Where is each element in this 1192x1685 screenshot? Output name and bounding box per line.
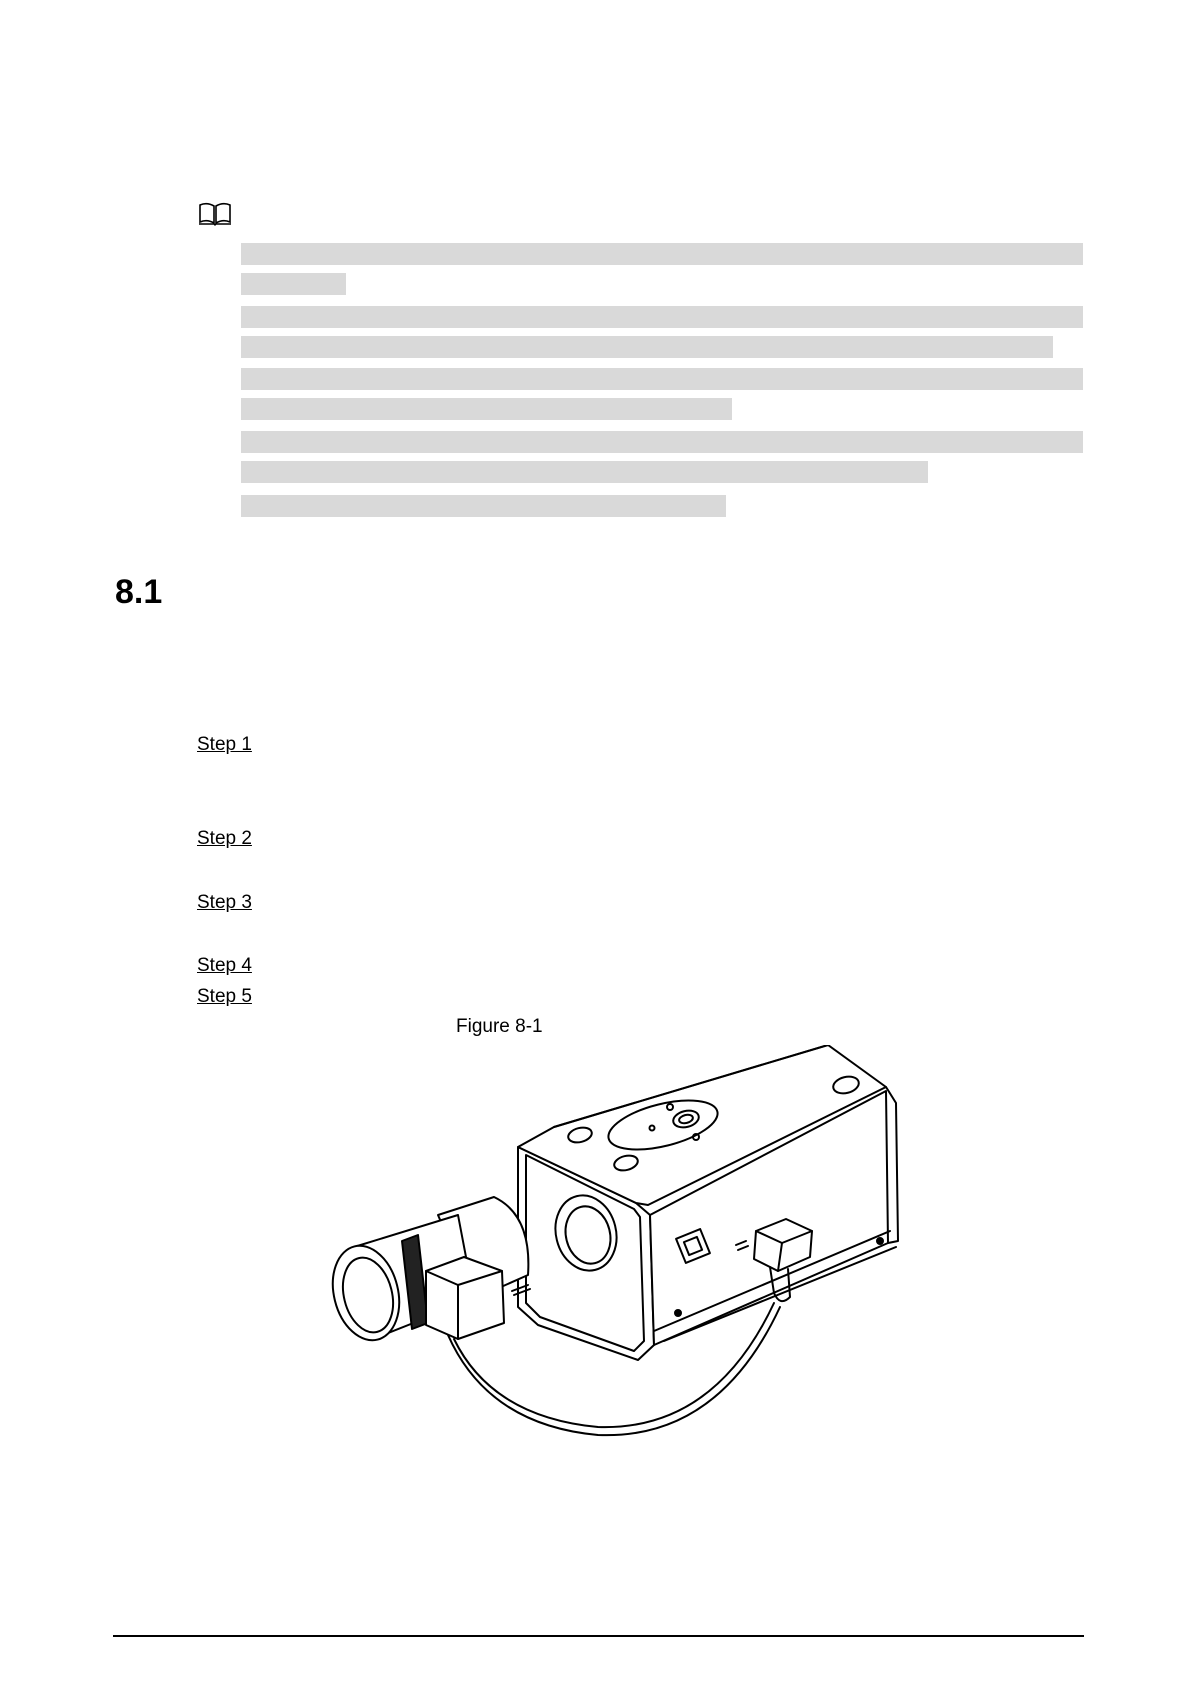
step-1-label: Step 1 [197,734,252,755]
step-5-label: Step 5 [197,986,252,1007]
redacted-line [241,273,346,295]
step-2-label: Step 2 [197,828,252,849]
redacted-line [241,431,1083,453]
redacted-line [241,495,726,517]
step-4-label: Step 4 [197,955,252,976]
redacted-line [241,461,928,483]
redacted-line [241,336,1053,358]
book-note-icon [198,202,232,226]
redacted-line [241,398,732,420]
step-3-label: Step 3 [197,892,252,913]
footer-rule [113,1635,1084,1637]
redacted-line [241,243,1083,265]
redacted-line [241,306,1083,328]
redacted-line [241,368,1083,390]
camera-lens-assembly-figure [318,1045,958,1483]
figure-caption: Figure 8-1 [456,1016,543,1037]
section-number: 8.1 [115,573,163,611]
